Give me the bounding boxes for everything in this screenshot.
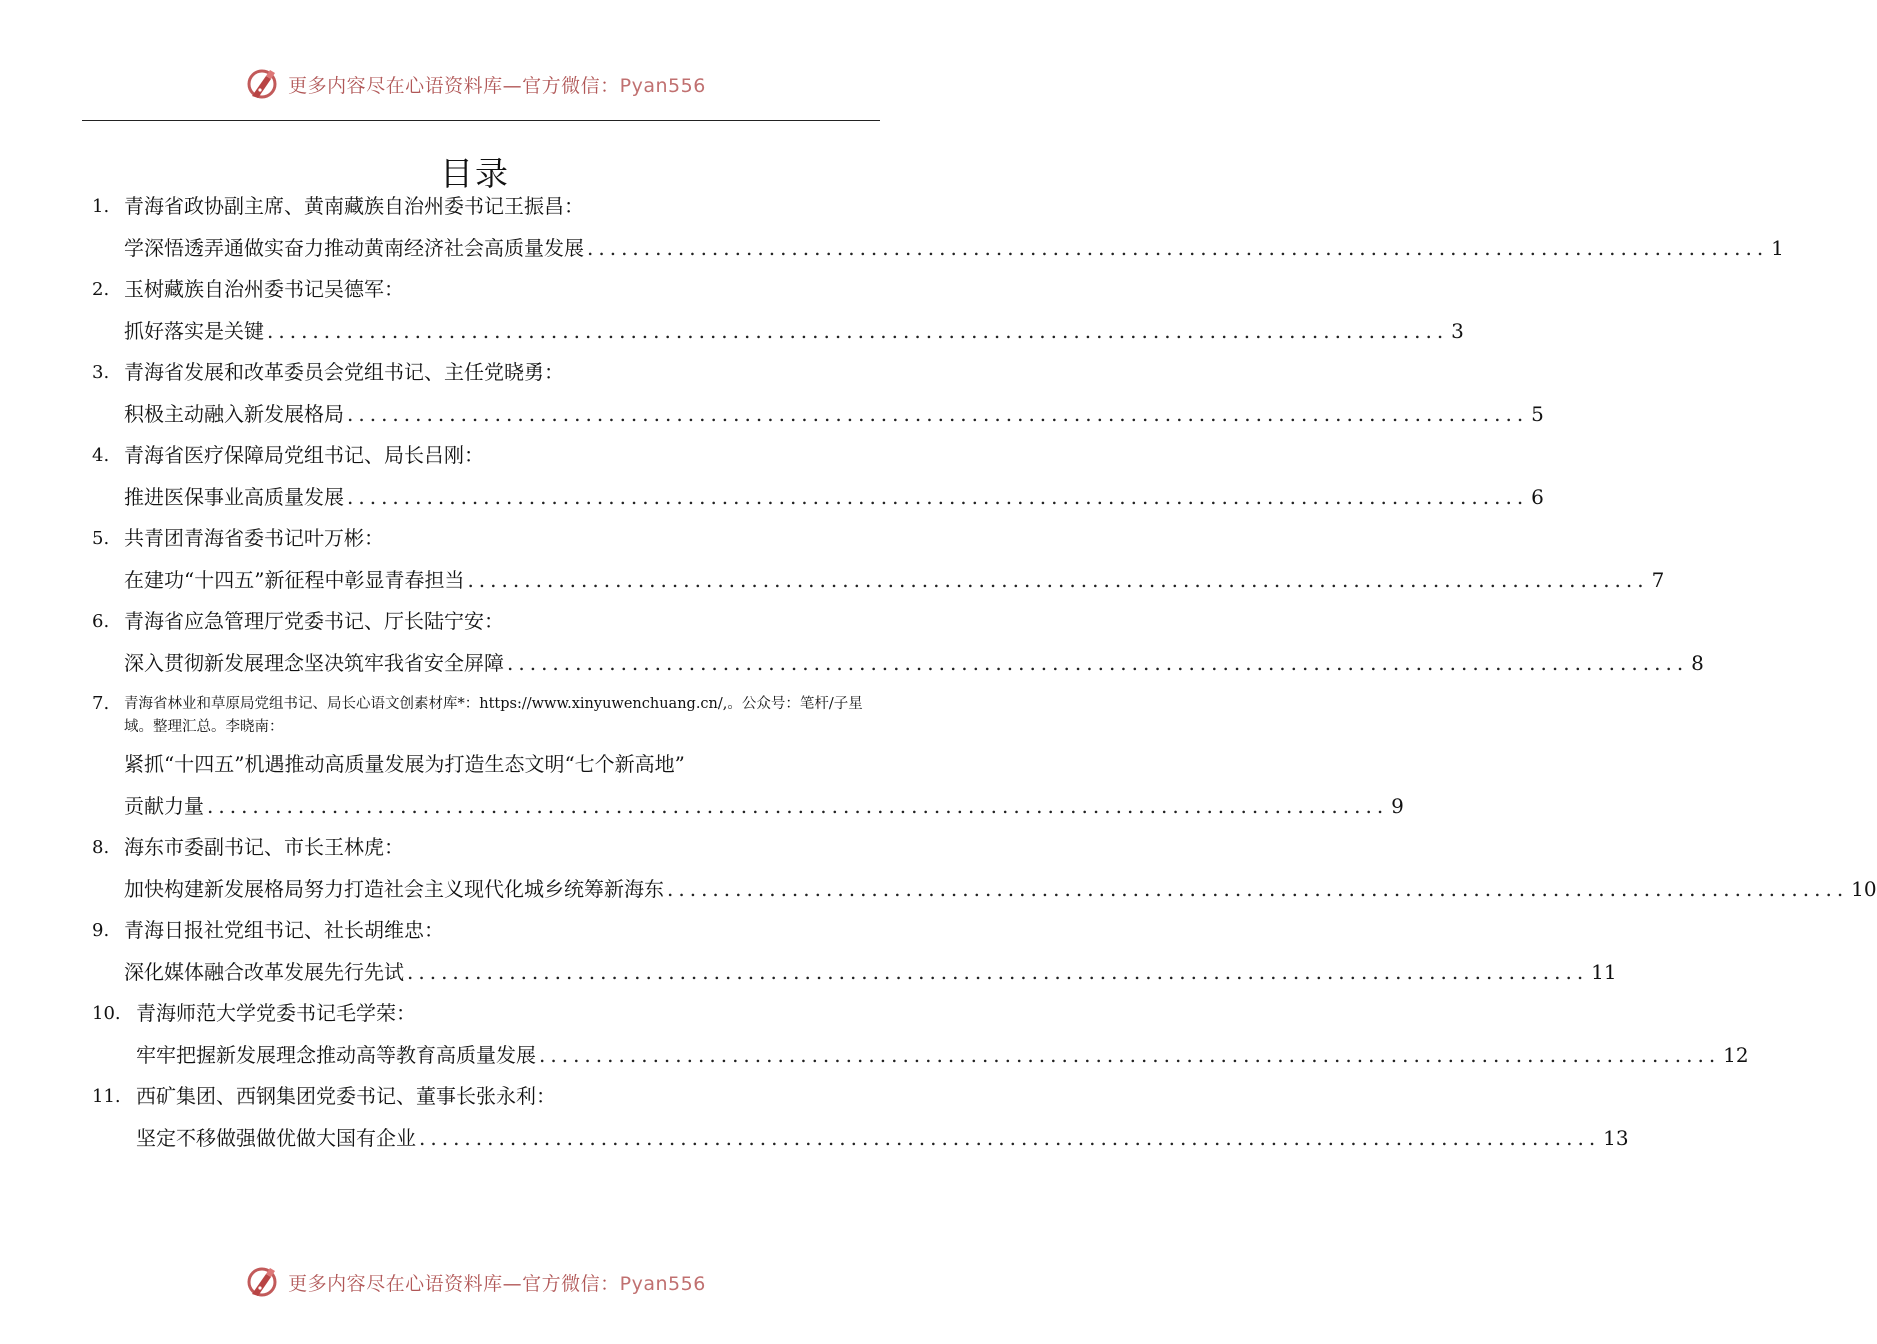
entry-title-line1: 紧抓“十四五”机遇推动高质量发展为打造生态文明“七个新高地” xyxy=(124,752,685,776)
entry-number: 1. xyxy=(92,196,110,217)
dot-leader: ........................................................................................................ xyxy=(207,794,1389,818)
page-number: 6 xyxy=(1531,485,1544,509)
entry-heading: 共青团青海省委书记叶万彬： xyxy=(124,526,384,550)
banner-text: 更多内容尽在心语资料库—官方微信：Pyan556 xyxy=(288,74,706,97)
page-number: 1 xyxy=(1771,236,1784,260)
toc-title: 目录 xyxy=(440,154,510,193)
entry-title: 坚定不移做强做优做大国有企业 xyxy=(136,1126,416,1150)
entry-heading: 青海省应急管理厅党委书记、厅长陆宁安： xyxy=(124,609,504,633)
entry-title: 抓好落实是关键 xyxy=(124,319,264,343)
toc-entry[interactable] xyxy=(124,566,1665,594)
toc-entry[interactable] xyxy=(136,1124,1629,1152)
toc-entry[interactable] xyxy=(124,400,1544,428)
entry-heading: 青海省医疗保障局党组书记、局长吕刚： xyxy=(124,443,484,467)
entry-number: 2. xyxy=(92,279,110,300)
entry-title: 推进医保事业高质量发展 xyxy=(124,485,344,509)
page-number: 5 xyxy=(1531,402,1544,426)
toc-entry[interactable] xyxy=(124,875,1877,903)
entry-number: 8. xyxy=(92,837,110,858)
entry-title: 深化媒体融合改革发展先行先试 xyxy=(124,960,404,984)
toc-entry[interactable] xyxy=(124,483,1544,511)
wechat-id: Pyan556 xyxy=(619,1272,706,1295)
toc-entry[interactable] xyxy=(136,1041,1749,1069)
toc-entry[interactable] xyxy=(124,234,1784,262)
dot-leader: ........................................................................................................ xyxy=(587,236,1769,260)
entry-number: 6. xyxy=(92,611,110,632)
entry-title: 加快构建新发展格局努力打造社会主义现代化城乡统筹新海东 xyxy=(124,877,664,901)
entry-number: 3. xyxy=(92,362,110,383)
page-number: 10 xyxy=(1851,877,1877,901)
entry-heading: 青海日报社党组书记、社长胡维忠： xyxy=(124,918,444,942)
entry-number: 11. xyxy=(92,1086,121,1107)
toc-entry[interactable] xyxy=(124,317,1464,345)
entry-number: 4. xyxy=(92,445,110,466)
dot-leader: ........................................................................................................ xyxy=(419,1126,1601,1150)
dot-leader: ........................................................................................................ xyxy=(539,1043,1721,1067)
banner-text: 更多内容尽在心语资料库—官方微信：Pyan556 xyxy=(288,1272,706,1295)
dot-leader: ........................................................................................................ xyxy=(347,402,1529,426)
entry-heading: 西矿集团、西钢集团党委书记、董事长张永利： xyxy=(136,1084,556,1108)
page-number: 9 xyxy=(1391,794,1404,818)
dot-leader: ........................................................................................................ xyxy=(507,651,1689,675)
entry-number: 9. xyxy=(92,920,110,941)
entry-heading: 青海省林业和草原局党组书记、局长心语文创素材库*：https://www.xinyuwenchuang.cn/,。公众号：笔杆/子星域。整理汇总。李晓南： xyxy=(124,696,863,735)
entry-heading: 青海省发展和改革委员会党组书记、主任党晓勇： xyxy=(124,360,564,384)
entry-title: 贡献力量 xyxy=(124,794,204,818)
header-rule xyxy=(82,120,880,121)
entry-heading: 玉树藏族自治州委书记吴德军： xyxy=(124,277,404,301)
entry-number: 10. xyxy=(92,1003,121,1024)
entry-heading: 青海省政协副主席、黄南藏族自治州委书记王振昌： xyxy=(124,194,584,218)
page-number: 12 xyxy=(1723,1043,1749,1067)
entry-heading: 海东市委副书记、市长王林虎： xyxy=(124,835,404,859)
pen-nib-logo-icon xyxy=(244,66,280,102)
footer-banner xyxy=(0,1262,950,1302)
page-number: 8 xyxy=(1691,651,1704,675)
entry-title: 积极主动融入新发展格局 xyxy=(124,402,344,426)
dot-leader: ........................................................................................................ xyxy=(267,319,1449,343)
toc-entry[interactable] xyxy=(124,649,1704,677)
wechat-id: Pyan556 xyxy=(619,74,706,97)
page-number: 13 xyxy=(1603,1126,1629,1150)
page-number: 3 xyxy=(1451,319,1464,343)
entry-number: 5. xyxy=(92,528,110,549)
toc-entry[interactable] xyxy=(124,958,1617,986)
entry-title: 在建功“十四五”新征程中彰显青春担当 xyxy=(124,568,465,592)
dot-leader: ........................................................................................................ xyxy=(467,568,1649,592)
entry-title: 牢牢把握新发展理念推动高等教育高质量发展 xyxy=(136,1043,536,1067)
pen-nib-logo-icon xyxy=(244,1264,280,1300)
entry-heading: 青海师范大学党委书记毛学荣： xyxy=(136,1001,416,1025)
entry-title: 学深悟透弄通做实奋力推动黄南经济社会高质量发展 xyxy=(124,236,584,260)
toc-entry[interactable] xyxy=(124,792,1404,820)
entry-title: 深入贯彻新发展理念坚决筑牢我省安全屏障 xyxy=(124,651,504,675)
header-banner xyxy=(0,64,950,104)
page-number: 11 xyxy=(1591,960,1617,984)
page-number: 7 xyxy=(1651,568,1665,592)
dot-leader: ........................................................................................................ xyxy=(407,960,1589,984)
dot-leader: ........................................................................................................ xyxy=(347,485,1529,509)
entry-number: 7. xyxy=(92,693,110,714)
dot-leader: ........................................................................................................ xyxy=(667,877,1849,901)
